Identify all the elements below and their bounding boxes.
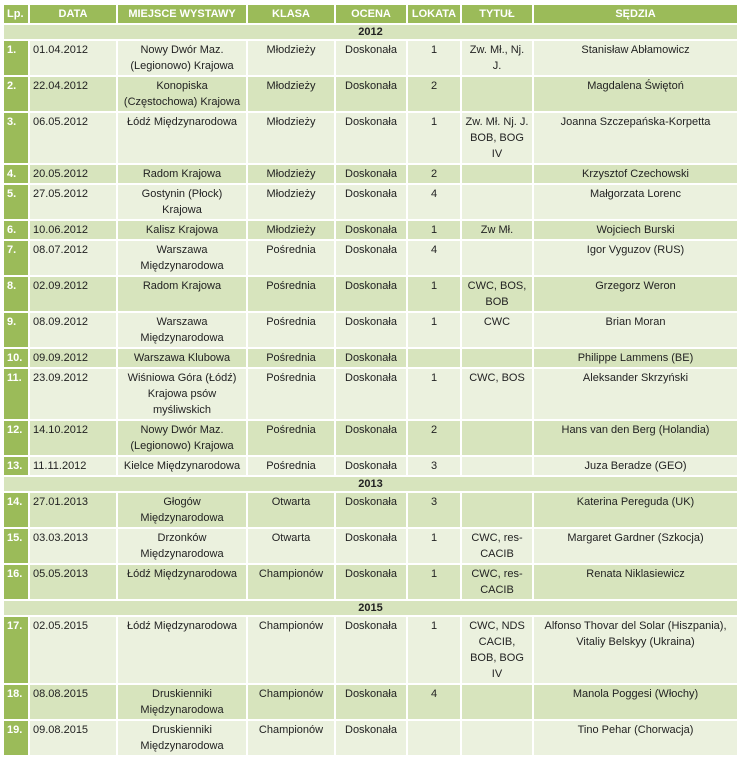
cell-title: CWC (462, 313, 532, 347)
cell-lp: 1. (4, 41, 28, 75)
cell-lp: 7. (4, 241, 28, 275)
cell-grade: Doskonała (336, 565, 406, 599)
cell-lp: 12. (4, 421, 28, 455)
table-row (4, 721, 737, 755)
table-row (4, 565, 737, 599)
cell-judge: Krzysztof Czechowski (534, 165, 737, 183)
cell-class: Championów (248, 685, 334, 719)
cell-place: Druskienniki Międzynarodowa (118, 685, 246, 719)
cell-grade: Doskonała (336, 241, 406, 275)
cell-grade: Doskonała (336, 721, 406, 755)
cell-rank: 1 (408, 369, 460, 419)
cell-judge: Hans van den Berg (Holandia) (534, 421, 737, 455)
cell-grade: Doskonała (336, 185, 406, 219)
cell-title (462, 349, 532, 367)
cell-title (462, 165, 532, 183)
cell-class: Otwarta (248, 529, 334, 563)
cell-class: Pośrednia (248, 349, 334, 367)
cell-judge: Juza Beradze (GEO) (534, 457, 737, 475)
cell-class: Pośrednia (248, 457, 334, 475)
header-place: MIEJSCE WYSTAWY (118, 5, 246, 23)
cell-date: 27.01.2013 (30, 493, 116, 527)
cell-rank: 1 (408, 41, 460, 75)
cell-date: 09.09.2012 (30, 349, 116, 367)
table-body (4, 25, 737, 755)
cell-class: Młodzieży (248, 221, 334, 239)
cell-judge: Philippe Lammens (BE) (534, 349, 737, 367)
cell-date: 08.07.2012 (30, 241, 116, 275)
cell-grade: Doskonała (336, 349, 406, 367)
cell-grade: Doskonała (336, 617, 406, 683)
cell-title: Zw Mł. (462, 221, 532, 239)
table-row (4, 277, 737, 311)
cell-date: 11.11.2012 (30, 457, 116, 475)
cell-grade: Doskonała (336, 493, 406, 527)
cell-place: Radom Krajowa (118, 277, 246, 311)
cell-lp: 17. (4, 617, 28, 683)
cell-place: Radom Krajowa (118, 165, 246, 183)
cell-grade: Doskonała (336, 529, 406, 563)
year-label: 2012 (4, 25, 737, 39)
cell-rank: 1 (408, 221, 460, 239)
cell-judge: Brian Moran (534, 313, 737, 347)
cell-lp: 19. (4, 721, 28, 755)
cell-rank: 3 (408, 493, 460, 527)
cell-lp: 2. (4, 77, 28, 111)
cell-class: Championów (248, 617, 334, 683)
show-results-table (2, 3, 739, 757)
year-label: 2013 (4, 477, 737, 491)
year-section-row (4, 25, 737, 39)
cell-rank: 1 (408, 529, 460, 563)
cell-class: Młodzieży (248, 165, 334, 183)
cell-date: 02.05.2015 (30, 617, 116, 683)
cell-date: 22.04.2012 (30, 77, 116, 111)
table-row (4, 221, 737, 239)
table-row (4, 41, 737, 75)
table-row (4, 241, 737, 275)
table-row (4, 685, 737, 719)
table-row (4, 313, 737, 347)
cell-date: 05.05.2013 (30, 565, 116, 599)
year-section-row (4, 477, 737, 491)
cell-rank: 1 (408, 113, 460, 163)
cell-class: Młodzieży (248, 113, 334, 163)
cell-grade: Doskonała (336, 457, 406, 475)
cell-place: Nowy Dwór Maz. (Legionowo) Krajowa (118, 421, 246, 455)
cell-class: Championów (248, 721, 334, 755)
header-date: DATA (30, 5, 116, 23)
cell-title: CWC, res-CACIB (462, 529, 532, 563)
table-row (4, 349, 737, 367)
cell-judge: Magdalena Świętoń (534, 77, 737, 111)
cell-title (462, 721, 532, 755)
header-rank: LOKATA (408, 5, 460, 23)
cell-class: Pośrednia (248, 313, 334, 347)
cell-judge: Wojciech Burski (534, 221, 737, 239)
cell-date: 23.09.2012 (30, 369, 116, 419)
table-row (4, 77, 737, 111)
cell-class: Pośrednia (248, 369, 334, 419)
cell-rank: 3 (408, 457, 460, 475)
cell-grade: Doskonała (336, 165, 406, 183)
cell-date: 09.08.2015 (30, 721, 116, 755)
cell-lp: 16. (4, 565, 28, 599)
cell-lp: 18. (4, 685, 28, 719)
table-row (4, 113, 737, 163)
cell-class: Młodzieży (248, 77, 334, 111)
cell-place: Łódź Międzynarodowa (118, 617, 246, 683)
cell-title (462, 77, 532, 111)
cell-place: Kalisz Krajowa (118, 221, 246, 239)
cell-judge: Małgorzata Lorenc (534, 185, 737, 219)
cell-title: Zw. Mł., Nj. J. (462, 41, 532, 75)
cell-date: 01.04.2012 (30, 41, 116, 75)
cell-grade: Doskonała (336, 41, 406, 75)
cell-grade: Doskonała (336, 421, 406, 455)
cell-place: Nowy Dwór Maz. (Legionowo) Krajowa (118, 41, 246, 75)
cell-lp: 6. (4, 221, 28, 239)
cell-place: Konopiska (Częstochowa) Krajowa (118, 77, 246, 111)
cell-date: 14.10.2012 (30, 421, 116, 455)
table-row (4, 529, 737, 563)
table-header (4, 5, 737, 23)
cell-place: Głogów Międzynarodowa (118, 493, 246, 527)
cell-date: 08.08.2015 (30, 685, 116, 719)
cell-judge: Katerina Pereguda (UK) (534, 493, 737, 527)
cell-place: Łódź Międzynarodowa (118, 113, 246, 163)
cell-judge: Renata Niklasiewicz (534, 565, 737, 599)
cell-grade: Doskonała (336, 369, 406, 419)
cell-lp: 13. (4, 457, 28, 475)
cell-title: CWC, BOS, BOB (462, 277, 532, 311)
cell-grade: Doskonała (336, 221, 406, 239)
cell-title (462, 493, 532, 527)
cell-lp: 3. (4, 113, 28, 163)
header-class: KLASA (248, 5, 334, 23)
cell-rank: 2 (408, 77, 460, 111)
year-section-row (4, 601, 737, 615)
cell-judge: Tino Pehar (Chorwacja) (534, 721, 737, 755)
cell-title: CWC, BOS (462, 369, 532, 419)
cell-date: 06.05.2012 (30, 113, 116, 163)
cell-grade: Doskonała (336, 685, 406, 719)
table-row (4, 457, 737, 475)
cell-class: Młodzieży (248, 185, 334, 219)
cell-rank (408, 721, 460, 755)
table-row (4, 421, 737, 455)
cell-date: 03.03.2013 (30, 529, 116, 563)
cell-rank: 2 (408, 421, 460, 455)
cell-lp: 10. (4, 349, 28, 367)
header-lp: Lp. (4, 5, 28, 23)
cell-place: Kielce Międzynarodowa (118, 457, 246, 475)
cell-class: Pośrednia (248, 421, 334, 455)
cell-class: Młodzieży (248, 41, 334, 75)
cell-judge: Manola Poggesi (Włochy) (534, 685, 737, 719)
cell-judge: Stanisław Abłamowicz (534, 41, 737, 75)
cell-rank: 4 (408, 185, 460, 219)
table-row (4, 369, 737, 419)
cell-judge: Joanna Szczepańska-Korpetta (534, 113, 737, 163)
cell-place: Wiśniowa Góra (Łódź) Krajowa psów myśliwskich (118, 369, 246, 419)
header-grade: OCENA (336, 5, 406, 23)
cell-rank: 4 (408, 685, 460, 719)
cell-title (462, 241, 532, 275)
cell-title: Zw. Mł. Nj. J. BOB, BOG IV (462, 113, 532, 163)
cell-judge: Margaret Gardner (Szkocja) (534, 529, 737, 563)
cell-title (462, 185, 532, 219)
cell-place: Łódź Międzynarodowa (118, 565, 246, 599)
cell-title: CWC, NDS CACIB, BOB, BOG IV (462, 617, 532, 683)
cell-date: 10.06.2012 (30, 221, 116, 239)
header-judge: SĘDZIA (534, 5, 737, 23)
cell-place: Warszawa Międzynarodowa (118, 241, 246, 275)
cell-date: 08.09.2012 (30, 313, 116, 347)
table-row (4, 493, 737, 527)
cell-place: Drzonków Międzynarodowa (118, 529, 246, 563)
cell-title (462, 421, 532, 455)
cell-grade: Doskonała (336, 113, 406, 163)
cell-rank: 1 (408, 277, 460, 311)
cell-place: Warszawa Międzynarodowa (118, 313, 246, 347)
cell-title: CWC, res-CACIB (462, 565, 532, 599)
cell-rank: 4 (408, 241, 460, 275)
cell-place: Gostynin (Płock) Krajowa (118, 185, 246, 219)
cell-rank: 1 (408, 565, 460, 599)
cell-lp: 4. (4, 165, 28, 183)
cell-class: Pośrednia (248, 277, 334, 311)
cell-date: 02.09.2012 (30, 277, 116, 311)
cell-date: 27.05.2012 (30, 185, 116, 219)
cell-grade: Doskonała (336, 77, 406, 111)
cell-place: Druskienniki Międzynarodowa (118, 721, 246, 755)
cell-class: Pośrednia (248, 241, 334, 275)
cell-date: 20.05.2012 (30, 165, 116, 183)
table-row (4, 617, 737, 683)
cell-grade: Doskonała (336, 313, 406, 347)
cell-rank: 1 (408, 617, 460, 683)
cell-lp: 14. (4, 493, 28, 527)
table-row (4, 185, 737, 219)
cell-grade: Doskonała (336, 277, 406, 311)
header-title: TYTUŁ (462, 5, 532, 23)
cell-title (462, 685, 532, 719)
cell-place: Warszawa Klubowa (118, 349, 246, 367)
cell-lp: 8. (4, 277, 28, 311)
cell-title (462, 457, 532, 475)
cell-lp: 5. (4, 185, 28, 219)
cell-judge: Alfonso Thovar del Solar (Hiszpania), Vitaliy Belskyy (Ukraina) (534, 617, 737, 683)
year-label: 2015 (4, 601, 737, 615)
cell-rank: 1 (408, 313, 460, 347)
cell-lp: 9. (4, 313, 28, 347)
cell-class: Otwarta (248, 493, 334, 527)
cell-judge: Grzegorz Weron (534, 277, 737, 311)
cell-lp: 15. (4, 529, 28, 563)
cell-rank: 2 (408, 165, 460, 183)
cell-judge: Aleksander Skrzyński (534, 369, 737, 419)
table-row (4, 165, 737, 183)
cell-judge: Igor Vyguzov (RUS) (534, 241, 737, 275)
cell-lp: 11. (4, 369, 28, 419)
cell-class: Championów (248, 565, 334, 599)
cell-rank (408, 349, 460, 367)
